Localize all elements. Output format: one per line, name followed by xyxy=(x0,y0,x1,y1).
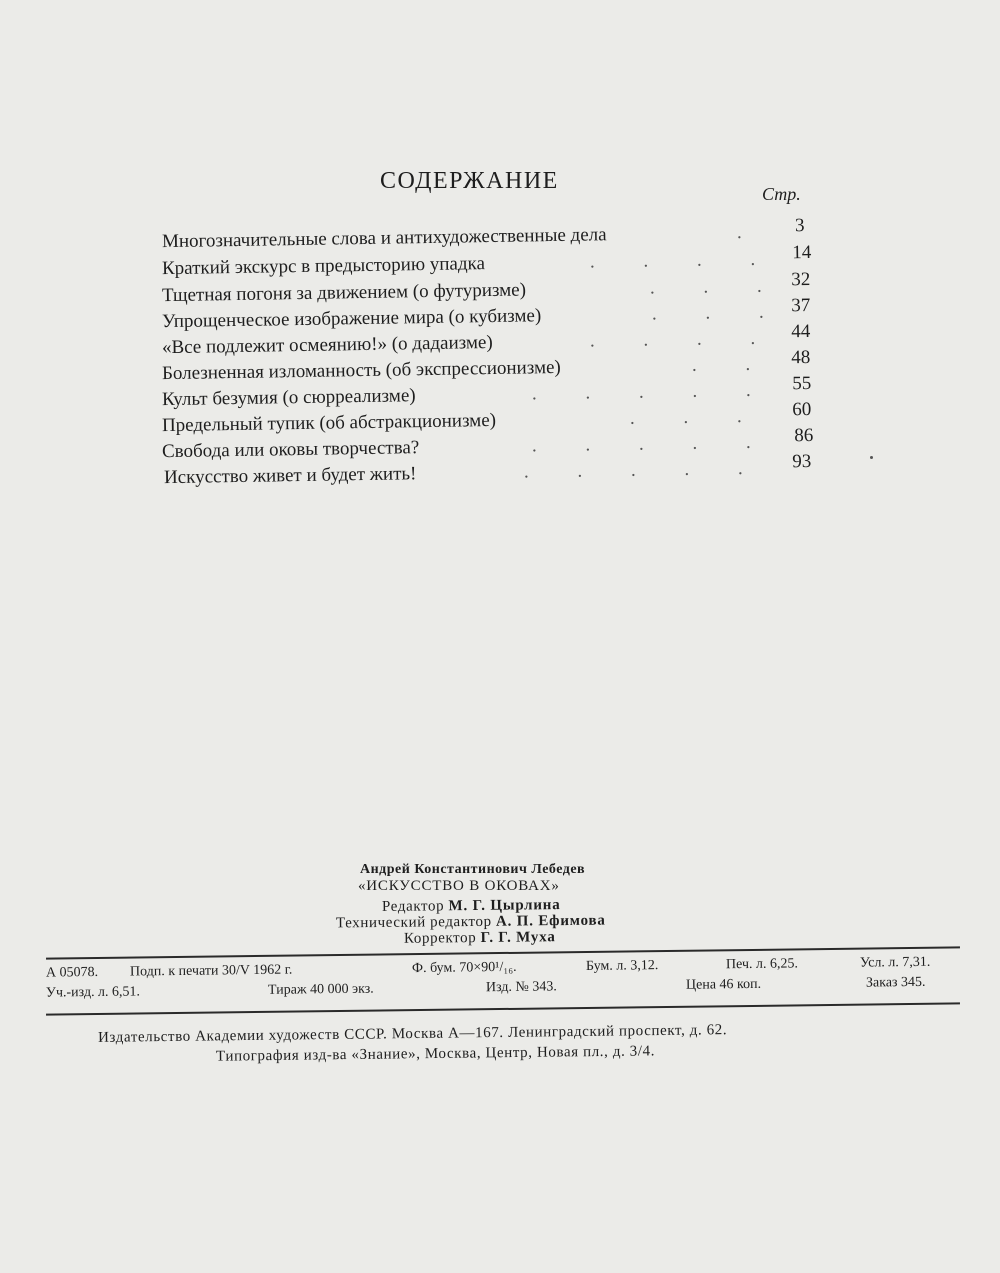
editor-label: Редактор xyxy=(381,898,445,915)
pub-sheets: Уч.-изд. л. 6,51. xyxy=(45,984,141,1001)
toc-entry-leader: . . . . . xyxy=(531,431,773,457)
toc-entry-page: 55 xyxy=(792,372,812,395)
toc-entry-leader: . . . xyxy=(651,301,786,325)
toc-entry-title: «Все подлежит осмеянию!» (о дадаизме) xyxy=(161,331,493,359)
toc-entry-title: Многозначительные слова и антихудожественные дела xyxy=(161,224,607,253)
toc-entry-title: Тщетная погоня за движением (о футуризме) xyxy=(161,279,527,307)
toc-entry-page: 14 xyxy=(792,241,812,264)
toc-entry-title: Свобода или оковы творчества? xyxy=(161,437,420,463)
printer-line: Типография изд-ва «Знание», Москва, Центр, Новая пл., д. 3/4. xyxy=(215,1043,656,1065)
toc-entry-title: Болезненная изломанность (об экспрессионизме) xyxy=(161,356,561,385)
corrector-name: Г. Г. Муха xyxy=(480,929,556,946)
toc-entry-title: Упрощенческое изображение мира (о кубизме) xyxy=(161,305,542,333)
toc-entry-title: Искусство живет и будет жить! xyxy=(163,463,417,489)
paper-sheets: Бум. л. 3,12. xyxy=(585,958,659,974)
corrector-label: Корректор xyxy=(403,930,477,947)
pub-number: Изд. № 343. xyxy=(485,979,557,996)
ink-speck xyxy=(870,456,873,459)
toc-entry-leader: . . . . xyxy=(589,248,778,273)
toc-entry-leader: . . . . . xyxy=(523,457,765,483)
order-number: Заказ 345. xyxy=(865,974,926,991)
imprint-corrector xyxy=(404,929,556,948)
page-column-label: Стр. xyxy=(762,184,801,204)
tech-editor-label: Технический редактор xyxy=(335,913,492,932)
toc-entry-page: 37 xyxy=(791,294,811,317)
toc-entry-leader: . . xyxy=(691,353,773,376)
paper-format: Ф. бум. 70×90¹/₁₆. xyxy=(411,959,517,977)
toc-entry-leader: . . . . . xyxy=(531,379,773,405)
signed-date: Подп. к печати 30/V 1962 г. xyxy=(129,962,293,980)
toc-entry-page: 32 xyxy=(791,268,811,291)
print-run: Тираж 40 000 экз. xyxy=(267,981,374,998)
toc-entry-page: 48 xyxy=(791,346,811,369)
imprint-book-title: «ИСКУССТВО В ОКОВАХ» xyxy=(358,878,560,894)
toc-entry-leader: . . . . xyxy=(589,327,778,352)
toc-entry-title: Краткий экскурс в предысторию упадка xyxy=(161,253,486,280)
print-sheets: Печ. л. 6,25. xyxy=(725,956,799,973)
toc-entry-leader: . xyxy=(736,221,764,244)
toc-entry-title: Культ безумия (о сюрреализме) xyxy=(161,385,416,411)
toc-entry-page: 3 xyxy=(794,215,805,237)
toc-entry-leader: . . . xyxy=(649,275,784,299)
imprint-author: Андрей Константинович Лебедев xyxy=(360,862,586,877)
toc-entry-page: 86 xyxy=(794,424,814,447)
cond-sheets: Усл. л. 7,31. xyxy=(859,954,931,971)
toc-entry-page: 44 xyxy=(791,320,811,343)
toc-title: СОДЕРЖАНИЕ xyxy=(380,168,559,194)
editor-name: М. Г. Цырлина xyxy=(448,897,561,915)
toc-entry-page: 93 xyxy=(792,451,812,473)
toc-entry-leader: . . . xyxy=(629,405,764,429)
code: А 05078. xyxy=(45,964,99,981)
price: Цена 46 коп. xyxy=(685,976,762,993)
imprint-rule-bottom xyxy=(46,1002,960,1015)
toc-entry-page: 60 xyxy=(792,398,812,421)
toc-entry-title: Предельный тупик (об абстракционизме) xyxy=(161,409,497,437)
publisher-line: Издательство Академии художеств СССР. Москва А—167. Ленинградский проспект, д. 62. xyxy=(97,1022,728,1046)
tech-editor-name: А. П. Ефимова xyxy=(495,912,606,930)
